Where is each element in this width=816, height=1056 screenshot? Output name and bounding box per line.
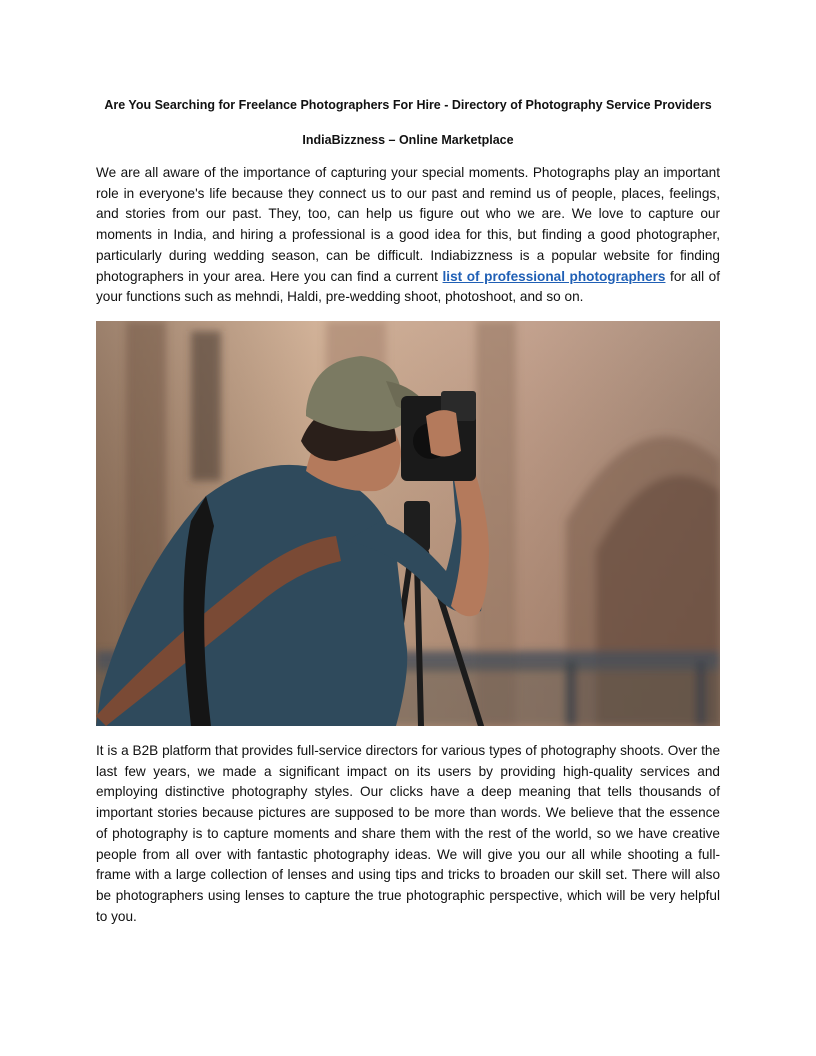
professional-photographers-link[interactable]: list of professional photographers (442, 268, 666, 284)
intro-text-end: for all of your functions such as mehndi, Haldi, pre-wedding shoot, photoshoot, and so on. (96, 268, 720, 305)
intro-paragraph (96, 163, 720, 308)
photographer-photo (96, 321, 720, 726)
intro-text-start: We are all aware of the importance of capturing your special moments. Photographs play an important role in everyone's life because they connect us to our past and remind us of people, places, feelings, and stories from our past. They, too, can help us figure out who we are. We love to capture our moments in India, and hiring a professional is a good idea for this, but finding a good photographer, particularly during wedding season, can be difficult. Indiabizzness is a popular website for finding photographers in your area. Here you can find a current (96, 165, 720, 284)
document-subtitle: IndiaBizzness – Online Marketplace (302, 133, 514, 147)
document-title: Are You Searching for Freelance Photographers For Hire - Directory of Photography Service Providers (104, 98, 712, 112)
body-paragraph: It is a B2B platform that provides full-service directors for various types of photography shoots. Over the last few years, we made a significant impact on its users by providing high-quality services and employing distinctive photography styles. Our clicks have a deep meaning that tells thousands of important stories because pictures are supposed to be more than words. We believe that the essence of photography is to capture moments and share them with the rest of the world, so we have creative people from all over with fantastic photography ideas. We will give you our all while shooting a full-frame with a large collection of lenses and using tips and tricks to broaden our skill set. There will also be photographers using lenses to capture the true photographic perspective, which will be very helpful to you. (96, 743, 720, 924)
